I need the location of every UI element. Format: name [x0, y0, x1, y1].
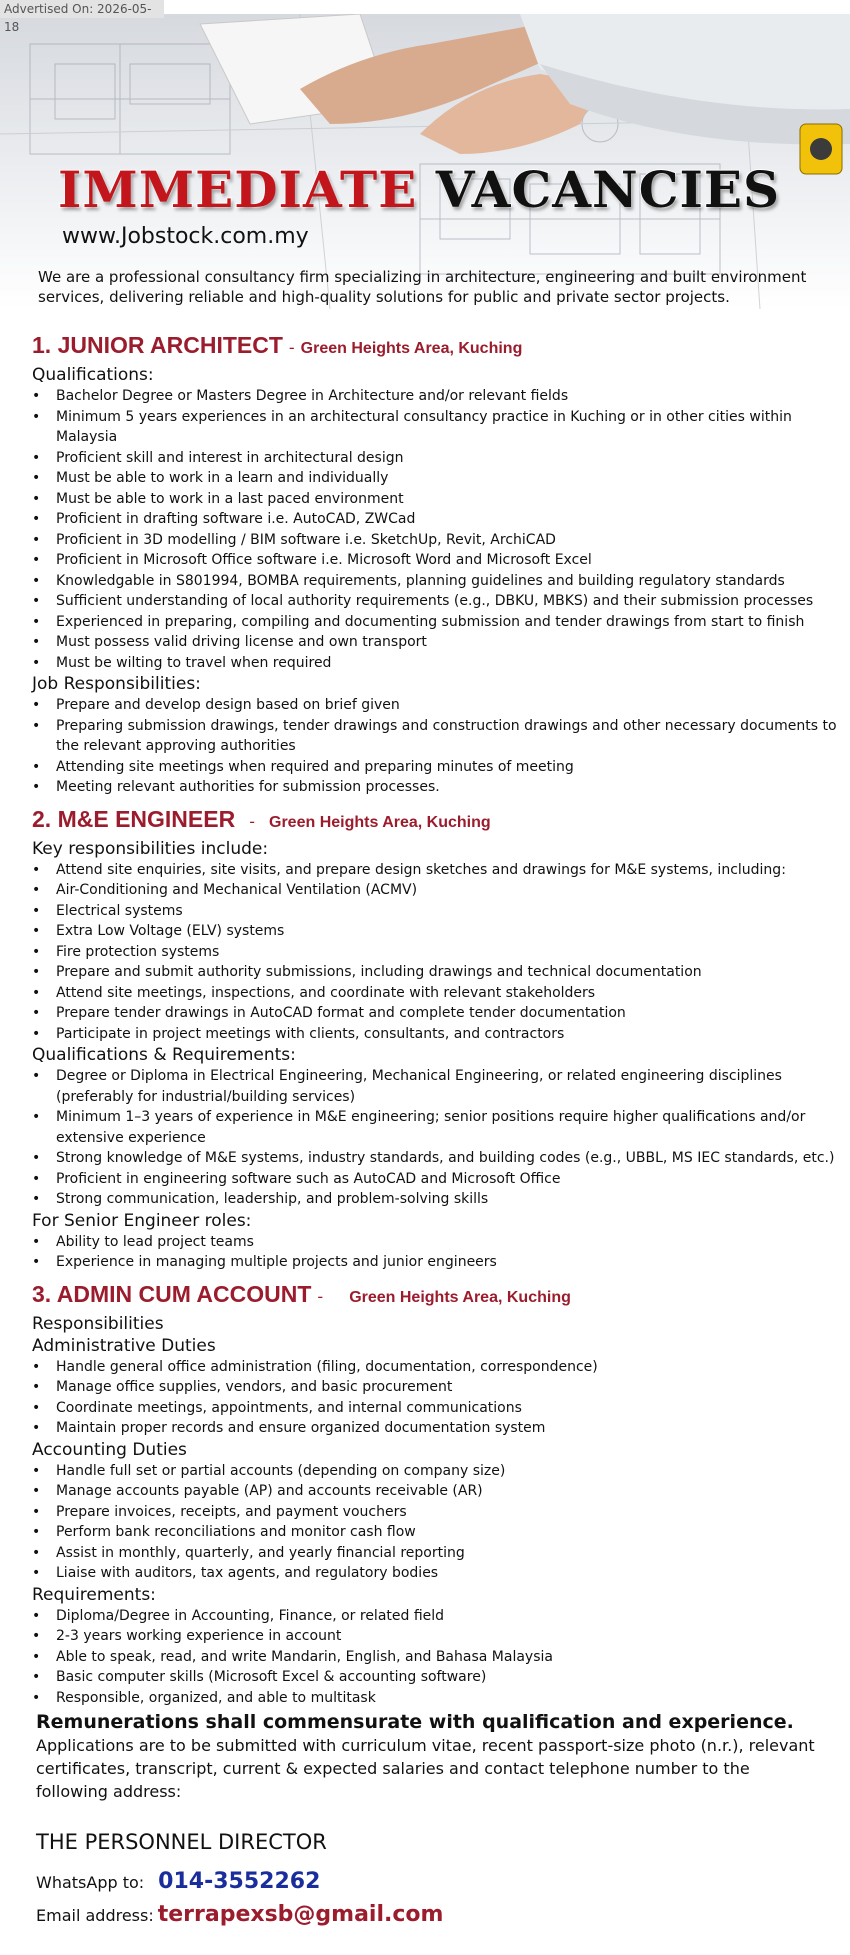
- job-listings: [32, 330, 847, 1708]
- section-heading: Responsibilities: [32, 1313, 164, 1334]
- list-item: • Fire protection systems: [32, 942, 847, 963]
- list-item: • Diploma/Degree in Accounting, Finance, or related field: [32, 1606, 847, 1627]
- whatsapp-contact: [36, 1867, 320, 1898]
- list-item: • Manage office supplies, vendors, and basic procurement: [32, 1377, 847, 1398]
- list-item: • Manage accounts payable (AP) and accounts receivable (AR): [32, 1481, 847, 1502]
- list-item: • Bachelor Degree or Masters Degree in Architecture and/or relevant fields: [32, 386, 847, 407]
- list-item: • Degree or Diploma in Electrical Engineering, Mechanical Engineering, or related engineering disciplines (preferably for industrial/building services): [32, 1066, 847, 1107]
- list-item: • Electrical systems: [32, 901, 847, 922]
- list-item: • Prepare and develop design based on brief given: [32, 695, 847, 716]
- list-item: • Must possess valid driving license and own transport: [32, 632, 847, 653]
- section-heading: Qualifications:: [32, 365, 154, 385]
- job-title: 2. M&E ENGINEER: [32, 805, 236, 832]
- job-separator: -: [288, 338, 295, 357]
- email-label: Email address:: [36, 1906, 154, 1925]
- accounting-duties-list: [32, 1461, 847, 1584]
- section-heading: For Senior Engineer roles:: [32, 1210, 252, 1231]
- section-heading: Qualifications & Requirements:: [32, 1045, 296, 1065]
- list-item: • Able to speak, read, and write Mandarin, English, and Bahasa Malaysia: [32, 1647, 847, 1668]
- list-item: • Basic computer skills (Microsoft Excel & accounting software): [32, 1667, 847, 1688]
- list-item: • Handle general office administration (filing, documentation, correspondence): [32, 1357, 847, 1378]
- list-item: • Maintain proper records and ensure organized documentation system: [32, 1418, 847, 1439]
- me-engineer-qualifications-list: [32, 1066, 847, 1210]
- email-contact: [36, 1900, 443, 1931]
- list-item: • Proficient in drafting software i.e. AutoCAD, ZWCad: [32, 509, 847, 530]
- list-item: • Meeting relevant authorities for submission processes.: [32, 777, 847, 798]
- list-item: • Prepare invoices, receipts, and payment vouchers: [32, 1502, 847, 1523]
- job-heading-junior-architect: [32, 330, 847, 364]
- job-title: 1. JUNIOR ARCHITECT: [32, 332, 283, 358]
- job-heading-admin-cum-account: [32, 1279, 847, 1313]
- list-item: • Must be wilting to travel when required: [32, 653, 847, 674]
- job-separator: -: [317, 1286, 324, 1306]
- section-heading: Job Responsibilities:: [32, 674, 201, 694]
- list-item: • Handle full set or partial accounts (depending on company size): [32, 1461, 847, 1482]
- section-heading: Accounting Duties: [32, 1439, 187, 1460]
- me-engineer-responsibilities-list: [32, 860, 847, 1045]
- list-item: • Extra Low Voltage (ELV) systems: [32, 921, 847, 942]
- list-item: • Must be able to work in a learn and individually: [32, 468, 847, 489]
- remuneration-note: Remunerations shall commensurate with qualification and experience.: [36, 1711, 794, 1733]
- list-item: • Liaise with auditors, tax agents, and regulatory bodies: [32, 1563, 847, 1584]
- senior-engineer-roles-list: [32, 1232, 847, 1273]
- list-item: • Proficient in engineering software such as AutoCAD and Microsoft Office: [32, 1169, 847, 1190]
- list-item: • Experience in managing multiple projects and junior engineers: [32, 1252, 847, 1273]
- list-item: • Minimum 1–3 years of experience in M&E engineering; senior positions require higher qualifications and/or extensive experience: [32, 1107, 847, 1148]
- company-intro: We are a professional consultancy firm specializing in architecture, engineering and built environment services, delivering reliable and high-quality solutions for public and private sector projects.: [38, 268, 807, 306]
- list-item: • Must be able to work in a last paced environment: [32, 489, 847, 510]
- job-location: Green Heights Area, Kuching: [349, 1288, 571, 1306]
- list-item: • Attend site meetings, inspections, and coordinate with relevant stakeholders: [32, 983, 847, 1004]
- list-item: • Participate in project meetings with clients, consultants, and contractors: [32, 1024, 847, 1045]
- job-heading-me-engineer: [32, 804, 847, 838]
- job-separator: -: [249, 811, 255, 831]
- list-item: • Proficient in 3D modelling / BIM software i.e. SketchUp, Revit, ArchiCAD: [32, 530, 847, 551]
- list-item: • 2-3 years working experience in account: [32, 1626, 847, 1647]
- list-item: • Coordinate meetings, appointments, and internal communications: [32, 1398, 847, 1419]
- title-vacancies: VACANCIES: [435, 160, 781, 219]
- list-item: • Assist in monthly, quarterly, and yearly financial reporting: [32, 1543, 847, 1564]
- job-location: Green Heights Area, Kuching: [269, 813, 491, 831]
- list-item: • Sufficient understanding of local authority requirements (e.g., DBKU, MBKS) and their submission processes: [32, 591, 847, 612]
- section-heading: Administrative Duties: [32, 1335, 216, 1356]
- list-item: • Attending site meetings when required and preparing minutes of meeting: [32, 757, 847, 778]
- page-title: [58, 160, 780, 219]
- section-heading: Key responsibilities include:: [32, 838, 269, 859]
- list-item: • Proficient in Microsoft Office software i.e. Microsoft Word and Microsoft Excel: [32, 550, 847, 571]
- list-item: • Perform bank reconciliations and monitor cash flow: [32, 1522, 847, 1543]
- application-instructions: Applications are to be submitted with curriculum vitae, recent passport-size photo (n.r.), relevant certificates, transcript, current & expected salaries and contact telephone number to the following address:: [36, 1736, 815, 1801]
- list-item: • Strong knowledge of M&E systems, industry standards, and building codes (e.g., UBBL, MS IEC standards, etc.): [32, 1148, 847, 1169]
- junior-architect-qualifications-list: [32, 386, 847, 673]
- application-info: [36, 1710, 826, 1803]
- list-item: • Experienced in preparing, compiling and documenting submission and tender drawings from start to finish: [32, 612, 847, 633]
- administrative-duties-list: [32, 1357, 847, 1439]
- whatsapp-number[interactable]: 014-3552262: [158, 1869, 321, 1894]
- list-item: • Ability to lead project teams: [32, 1232, 847, 1253]
- list-item: • Strong communication, leadership, and problem-solving skills: [32, 1189, 847, 1210]
- job-title: 3. ADMIN CUM ACCOUNT: [32, 1280, 312, 1307]
- list-item: • Attend site enquiries, site visits, and prepare design sketches and drawings for M&E systems, including:: [32, 860, 847, 881]
- website-url[interactable]: www.Jobstock.com.my: [62, 224, 309, 249]
- list-item: • Minimum 5 years experiences in an architectural consultancy practice in Kuching or in other cities within Malaysia: [32, 407, 847, 448]
- advertised-date: Advertised On: 2026-05-18: [0, 0, 164, 18]
- job-location: Green Heights Area, Kuching: [300, 340, 523, 357]
- title-immediate: IMMEDIATE: [58, 160, 418, 219]
- list-item: • Prepare and submit authority submissions, including drawings and technical documentation: [32, 962, 847, 983]
- list-item: • Proficient skill and interest in architectural design: [32, 448, 847, 469]
- junior-architect-responsibilities-list: [32, 695, 847, 798]
- list-item: • Knowledgable in S801994, BOMBA requirements, planning guidelines and building regulatory standards: [32, 571, 847, 592]
- section-heading: Requirements:: [32, 1584, 156, 1605]
- list-item: • Prepare tender drawings in AutoCAD format and complete tender documentation: [32, 1003, 847, 1024]
- contact-director: THE PERSONNEL DIRECTOR: [36, 1830, 327, 1854]
- admin-requirements-list: [32, 1606, 847, 1709]
- list-item: • Responsible, organized, and able to multitask: [32, 1688, 847, 1709]
- list-item: • Preparing submission drawings, tender drawings and construction drawings and other necessary documents to the relevant approving authorities: [32, 716, 847, 757]
- email-address[interactable]: terrapexsb@gmail.com: [157, 1902, 444, 1927]
- whatsapp-label: WhatsApp to:: [36, 1873, 145, 1892]
- list-item: • Air-Conditioning and Mechanical Ventilation (ACMV): [32, 880, 847, 901]
